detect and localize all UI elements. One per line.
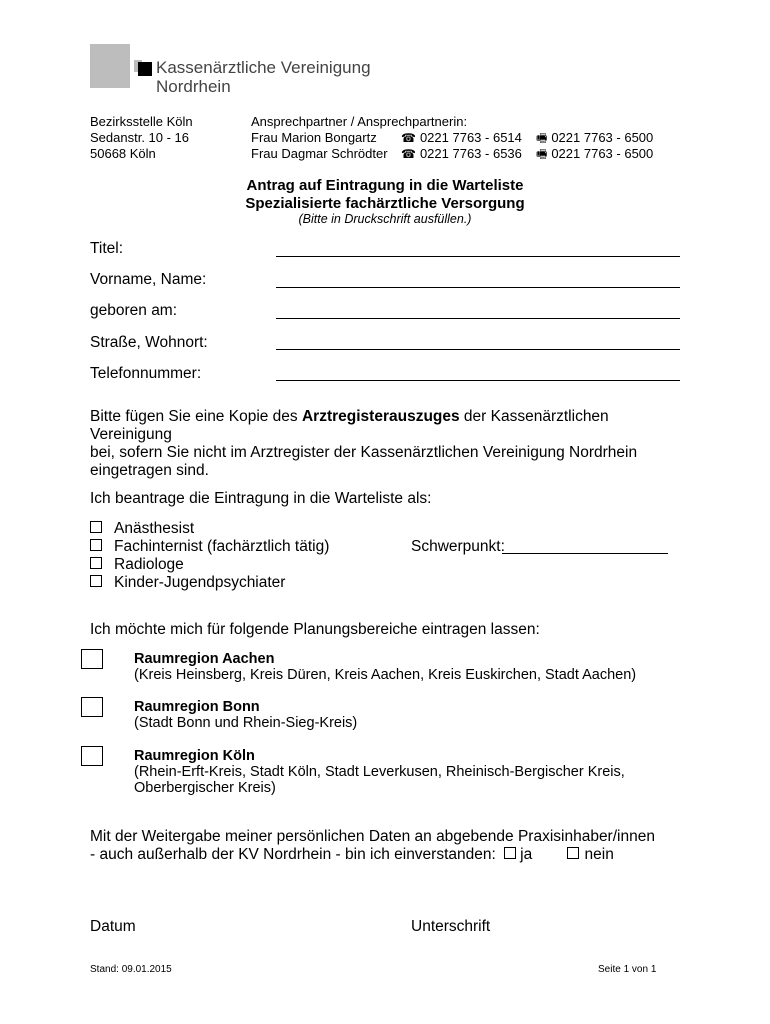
consent-text: - auch außerhalb der KV Nordrhein - bin ich einverstanden: [90, 846, 496, 863]
checkbox-koeln[interactable] [81, 746, 103, 766]
contact-phone [401, 146, 522, 162]
schwerpunkt-input-line[interactable] [502, 553, 668, 554]
field-label-birthdate: geboren am: [90, 302, 178, 319]
copy-note-line1 [90, 408, 690, 444]
checkbox-no[interactable] [567, 847, 579, 859]
contact-fax [536, 146, 653, 162]
footer-stand: Stand: 09.01.2015 [90, 964, 172, 975]
consent-line1: Mit der Weitergabe meiner persönlichen Daten an abgebende Praxisinhaber/innen [90, 828, 655, 845]
birthdate-input-line[interactable] [276, 318, 680, 319]
office-address [90, 114, 193, 162]
copy-note-text: der Kassenärztlichen Vereinigung [90, 408, 609, 443]
warteliste-options [90, 520, 410, 592]
checkbox-aachen[interactable] [81, 649, 103, 669]
titel-input-line[interactable] [276, 256, 680, 257]
option-kinder-jugendpsychiater[interactable] [90, 574, 410, 592]
logo-square [138, 62, 152, 76]
logo-text [156, 58, 371, 96]
option-label: Radiologe [114, 556, 184, 573]
region-desc: Oberbergischer Kreis) [134, 780, 276, 796]
form-title-2: Spezialisierte fachärztliche Versorgung [245, 195, 525, 212]
name-input-line[interactable] [276, 287, 680, 288]
region-title: Raumregion Bonn [134, 699, 260, 715]
checkbox[interactable] [90, 539, 102, 551]
kv-logo [90, 44, 390, 100]
phone-number: 0221 7763 - 6514 [419, 130, 522, 145]
checkbox[interactable] [90, 575, 102, 587]
warteliste-intro: Ich beantrage die Eintragung in die Warteliste als: [90, 490, 432, 507]
signature-label: Unterschrift [411, 918, 491, 935]
contact-name: Frau Marion Bongartz [251, 130, 377, 145]
checkbox[interactable] [90, 557, 102, 569]
option-fachinternist[interactable] [90, 538, 410, 556]
region-title: Raumregion Aachen [134, 651, 275, 667]
option-label: Fachinternist (fachärztlich tätig) [114, 538, 330, 555]
region-desc: (Stadt Bonn und Rhein-Sieg-Kreis) [134, 715, 358, 731]
contact-name: Frau Dagmar Schrödter [251, 146, 388, 161]
office-street: Sedanstr. 10 - 16 [90, 130, 190, 145]
option-anaesthesist[interactable] [90, 520, 410, 538]
fax-icon: 🖷 [536, 147, 548, 161]
logo-line1: Kassenärztliche Vereinigung [156, 58, 371, 77]
region-bonn [134, 699, 357, 731]
phone-icon: ☎ [401, 147, 416, 161]
logo-mark [90, 44, 130, 88]
region-aachen [134, 651, 636, 683]
region-desc: (Rhein-Erft-Kreis, Stadt Köln, Stadt Leverkusen, Rheinisch-Bergischer Kreis, [134, 764, 625, 780]
option-radiologe[interactable] [90, 556, 410, 574]
region-title: Raumregion Köln [134, 748, 255, 764]
footer-page: Seite 1 von 1 [598, 964, 657, 975]
fax-number: 0221 7763 - 6500 [551, 130, 654, 145]
copy-note-bold: Arztregisterauszuges [301, 408, 460, 425]
consent-block [90, 828, 710, 864]
office-city: 50668 Köln [90, 146, 156, 161]
contacts-block [251, 114, 671, 162]
copy-note-line2: bei, sofern Sie nicht im Arztregister der Kassenärztlichen Vereinigung Nordrhein [90, 444, 638, 461]
form-note: (Bitte in Druckschrift ausfüllen.) [298, 212, 472, 226]
consent-yes-label: ja [520, 846, 533, 863]
consent-line2 [90, 846, 710, 864]
field-label-phone: Telefonnummer: [90, 365, 202, 382]
region-desc: (Kreis Heinsberg, Kreis Düren, Kreis Aachen, Kreis Euskirchen, Stadt Aachen) [134, 667, 637, 683]
contact-fax [536, 130, 653, 146]
date-label: Datum [90, 918, 136, 935]
field-label-name: Vorname, Name: [90, 271, 207, 288]
copy-note [90, 408, 690, 480]
fax-number: 0221 7763 - 6500 [551, 146, 654, 161]
phone-number: 0221 7763 - 6536 [419, 146, 522, 161]
copy-note-line3: eingetragen sind. [90, 462, 209, 479]
copy-note-text: Bitte fügen Sie eine Kopie des [90, 408, 302, 425]
logo-line2: Nordrhein [156, 77, 231, 96]
contact-phone [401, 130, 522, 146]
checkbox-yes[interactable] [504, 847, 516, 859]
planning-intro: Ich möchte mich für folgende Planungsbereiche eintragen lassen: [90, 621, 540, 638]
consent-no-label: nein [584, 846, 614, 863]
office-name: Bezirksstelle Köln [90, 114, 193, 129]
contacts-heading: Ansprechpartner / Ansprechpartnerin: [251, 114, 468, 129]
address-input-line[interactable] [276, 349, 680, 350]
field-label-titel: Titel: [90, 240, 124, 257]
phone-input-line[interactable] [276, 380, 680, 381]
phone-icon: ☎ [401, 131, 416, 145]
checkbox-bonn[interactable] [81, 697, 103, 717]
fax-icon: 🖷 [536, 131, 548, 145]
contact-row [251, 130, 671, 146]
field-label-address: Straße, Wohnort: [90, 334, 208, 351]
schwerpunkt-label: Schwerpunkt: [411, 538, 505, 555]
contact-row [251, 146, 671, 162]
option-label: Anästhesist [114, 520, 195, 537]
option-label: Kinder-Jugendpsychiater [114, 574, 286, 591]
checkbox[interactable] [90, 521, 102, 533]
region-koeln [134, 748, 625, 796]
form-title-1: Antrag auf Eintragung in die Warteliste [246, 177, 524, 194]
